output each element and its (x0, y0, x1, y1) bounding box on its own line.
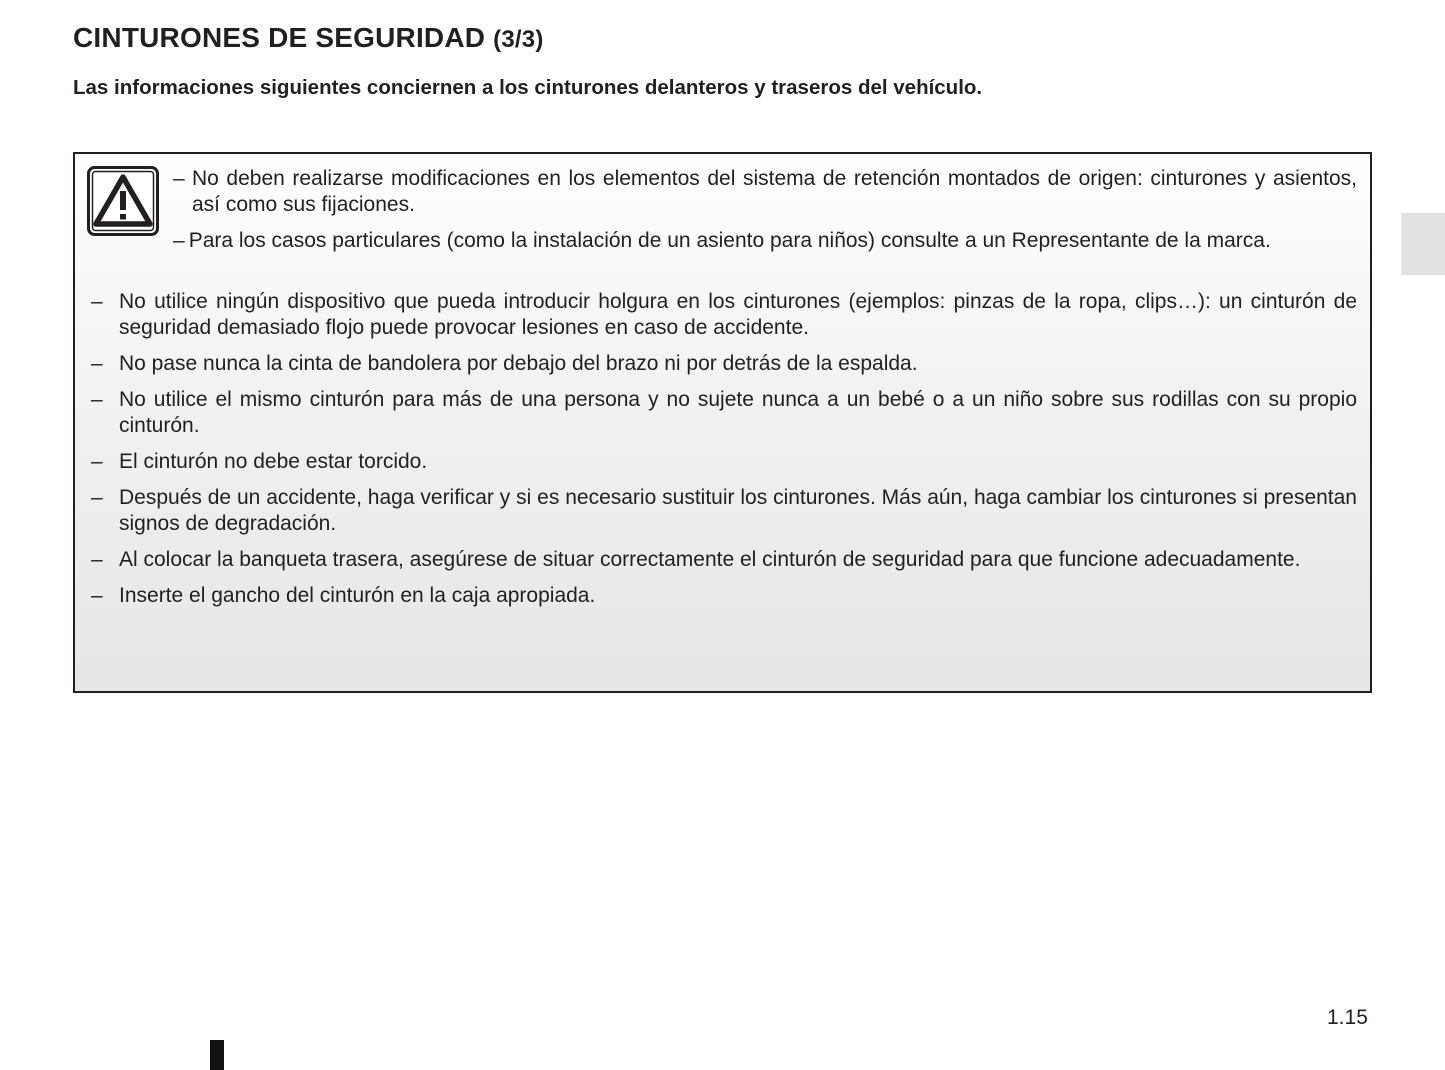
warning-list-item-text: El cinturón no debe estar torcido. (119, 450, 428, 473)
warning-list-item-text: Al colocar la banqueta trasera, asegúrese de situar correctamente el cinturón de seguridad para que funcione adecuadamente. (119, 548, 1301, 571)
title-text: CINTURONES DE SEGURIDAD (73, 22, 486, 53)
warning-list-item (89, 449, 1357, 475)
warning-list-item-text: Después de un accidente, haga verificar y si es necesario sustituir los cinturones. Más aún, haga cambiar los cinturones si presentan signos de degradación. (119, 486, 1357, 535)
list-dash: – (91, 584, 103, 607)
title-part-indicator: (3/3) (493, 26, 544, 53)
warning-top-item (173, 166, 1357, 218)
intro-text: Las informaciones siguientes conciernen a los cinturones delanteros y traseros del vehículo. (73, 76, 983, 99)
list-dash: – (91, 486, 103, 509)
warning-list (89, 289, 1357, 619)
warning-list-item (89, 289, 1357, 341)
warning-list-item-text: No utilice el mismo cinturón para más de una persona y no sujete nunca a un bebé o a un niño sobre sus rodillas con su propio cinturón. (119, 388, 1357, 437)
list-dash: – (173, 229, 185, 252)
warning-top-list (173, 166, 1357, 264)
warning-top-item (173, 228, 1357, 254)
list-dash: – (91, 290, 103, 313)
section-thumb-tab (1401, 213, 1445, 275)
warning-list-item (89, 351, 1357, 377)
list-dash: – (91, 388, 103, 411)
warning-list-item (89, 583, 1357, 609)
page-number: 1.15 (1327, 1006, 1368, 1029)
warning-list-item (89, 485, 1357, 537)
warning-box (73, 152, 1372, 693)
warning-list-item-text: No utilice ningún dispositivo que pueda introducir holgura en los cinturones (ejemplos: pinzas de la ropa, clips…): un cinturón de seguridad demasiado flojo puede provocar lesiones en caso de accidente. (119, 290, 1357, 339)
print-crop-mark (210, 1040, 224, 1070)
warning-list-item-text: No pase nunca la cinta de bandolera por debajo del brazo ni por detrás de la espalda. (119, 352, 918, 375)
page-title (73, 22, 544, 54)
warning-list-item-text: Inserte el gancho del cinturón en la caja apropiada. (119, 584, 596, 607)
list-dash: – (173, 167, 185, 190)
list-dash: – (91, 548, 103, 571)
warning-list-item (89, 387, 1357, 439)
warning-triangle-icon (87, 166, 159, 236)
warning-top-item-text: Para los casos particulares (como la instalación de un asiento para niños) consulte a un Representante de la marca. (188, 229, 1271, 252)
list-dash: – (91, 352, 103, 375)
list-dash: – (91, 450, 103, 473)
warning-list-item (89, 547, 1357, 573)
warning-top-item-text: No deben realizarse modificaciones en los elementos del sistema de retención montados de origen: cinturones y asientos, así como sus fijaciones. (192, 167, 1357, 216)
